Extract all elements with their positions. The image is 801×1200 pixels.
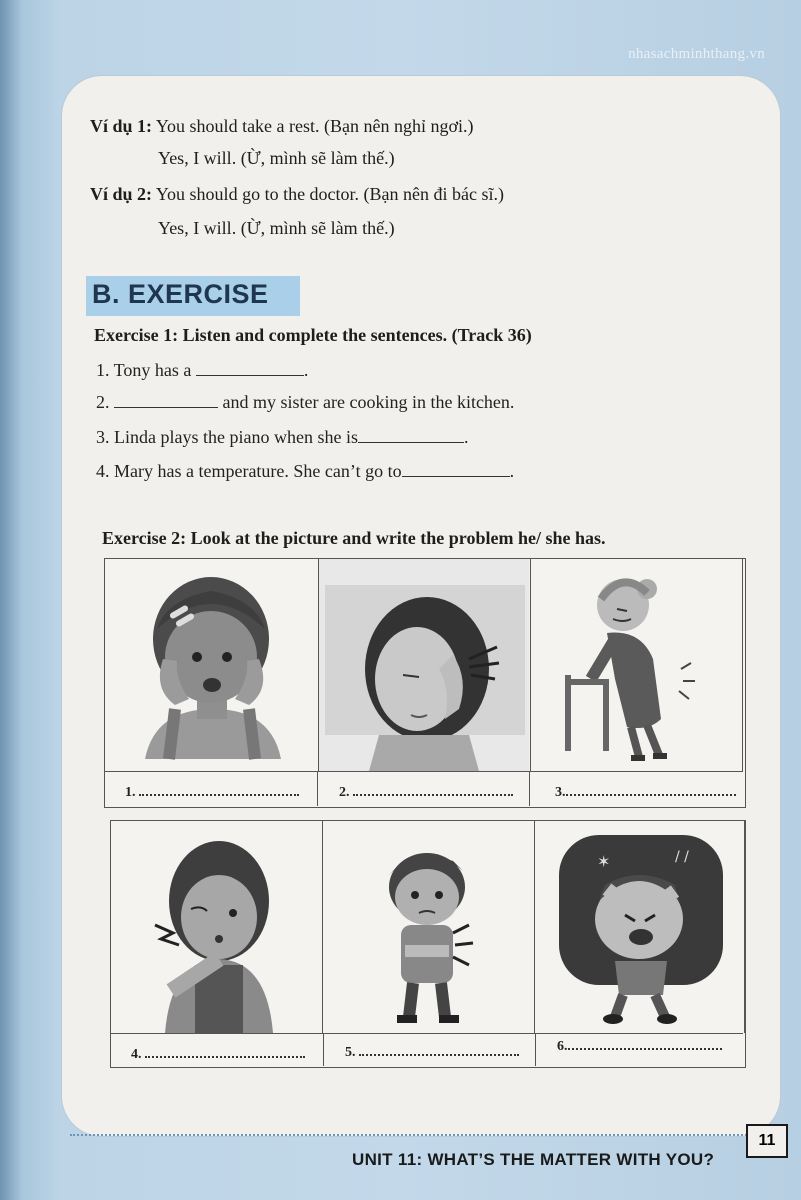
picture-cell-4: [111, 821, 323, 1033]
exercise1-item-1: [96, 360, 308, 381]
item-1-text: 1. Tony has a: [96, 360, 196, 380]
picture-cell-5: [323, 821, 535, 1033]
answer-4[interactable]: 4.: [131, 1046, 305, 1063]
picture-grid-row-1: [104, 558, 746, 808]
example-1-reply: Yes, I will. (Ừ, mình sẽ làm thế.): [158, 148, 395, 168]
item-3-end: .: [463, 427, 469, 447]
exercise1-item-4: [96, 461, 514, 482]
exercise2-heading: Exercise 2: Look at the picture and write the problem he/ she has.: [102, 528, 606, 548]
exercise1-heading: Exercise 1: Listen and complete the sentences. (Track 36): [94, 325, 532, 345]
example-1-sentence: You should take a rest. (Bạn nên nghỉ ngơi.): [155, 116, 474, 136]
card-divider: [70, 1134, 770, 1136]
answer-row-2: [111, 1033, 743, 1065]
svg-text:/ /: / /: [675, 849, 689, 865]
item-4-blank[interactable]: [402, 462, 510, 477]
page-number: 11: [746, 1124, 788, 1158]
exercise1-item-3: [96, 427, 468, 448]
picture-cell-3: [531, 559, 743, 771]
item-3-text: 3. Linda plays the piano when she is: [96, 427, 358, 447]
headache-boy-icon: [535, 821, 743, 1033]
answer-row-1: [105, 771, 743, 805]
example-2-label: Ví dụ 2:: [90, 184, 153, 204]
item-2-text: 2.: [96, 392, 114, 412]
item-2-end: and my sister are cooking in the kitchen.: [218, 392, 515, 412]
toothache-girl-icon: [105, 559, 317, 771]
answer-3[interactable]: 3.: [555, 784, 736, 801]
item-1-blank[interactable]: [196, 361, 304, 376]
exercise1-item-2: [96, 392, 514, 413]
picture-cell-2: [319, 559, 531, 771]
earache-woman-icon: [319, 559, 529, 771]
svg-text:✶: ✶: [597, 852, 611, 871]
backache-grandma-icon: [531, 559, 743, 771]
example-2-reply: Yes, I will. (Ừ, mình sẽ làm thế.): [158, 218, 395, 238]
section-title: B. EXERCISE: [92, 279, 269, 309]
answer-1[interactable]: 1.: [125, 784, 299, 801]
example-2-sentence: You should go to the doctor. (Bạn nên đi bác sĩ.): [155, 184, 505, 204]
example-1: [90, 116, 474, 137]
answer-5[interactable]: 5.: [345, 1044, 519, 1061]
answer-6[interactable]: 6.: [557, 1038, 722, 1055]
stomachache-boy-icon: [323, 821, 533, 1033]
sore-throat-girl-icon: [111, 821, 321, 1033]
unit-title: UNIT 11: WHAT’S THE MATTER WITH YOU?: [352, 1150, 715, 1169]
item-4-text: 4. Mary has a temperature. She can’t go to: [96, 461, 402, 481]
picture-grid-row-2: [110, 820, 746, 1068]
picture-cell-6: [535, 821, 745, 1033]
item-4-end: .: [509, 461, 515, 481]
answer-2[interactable]: 2.: [339, 784, 513, 801]
item-2-blank[interactable]: [114, 393, 218, 408]
item-3-blank[interactable]: [358, 428, 464, 443]
example-1-label: Ví dụ 1:: [90, 116, 153, 136]
example-2: [90, 184, 504, 205]
item-1-end: .: [303, 360, 309, 380]
picture-cell-1: [105, 559, 319, 771]
watermark: nhasachminhthang.vn: [628, 46, 765, 62]
